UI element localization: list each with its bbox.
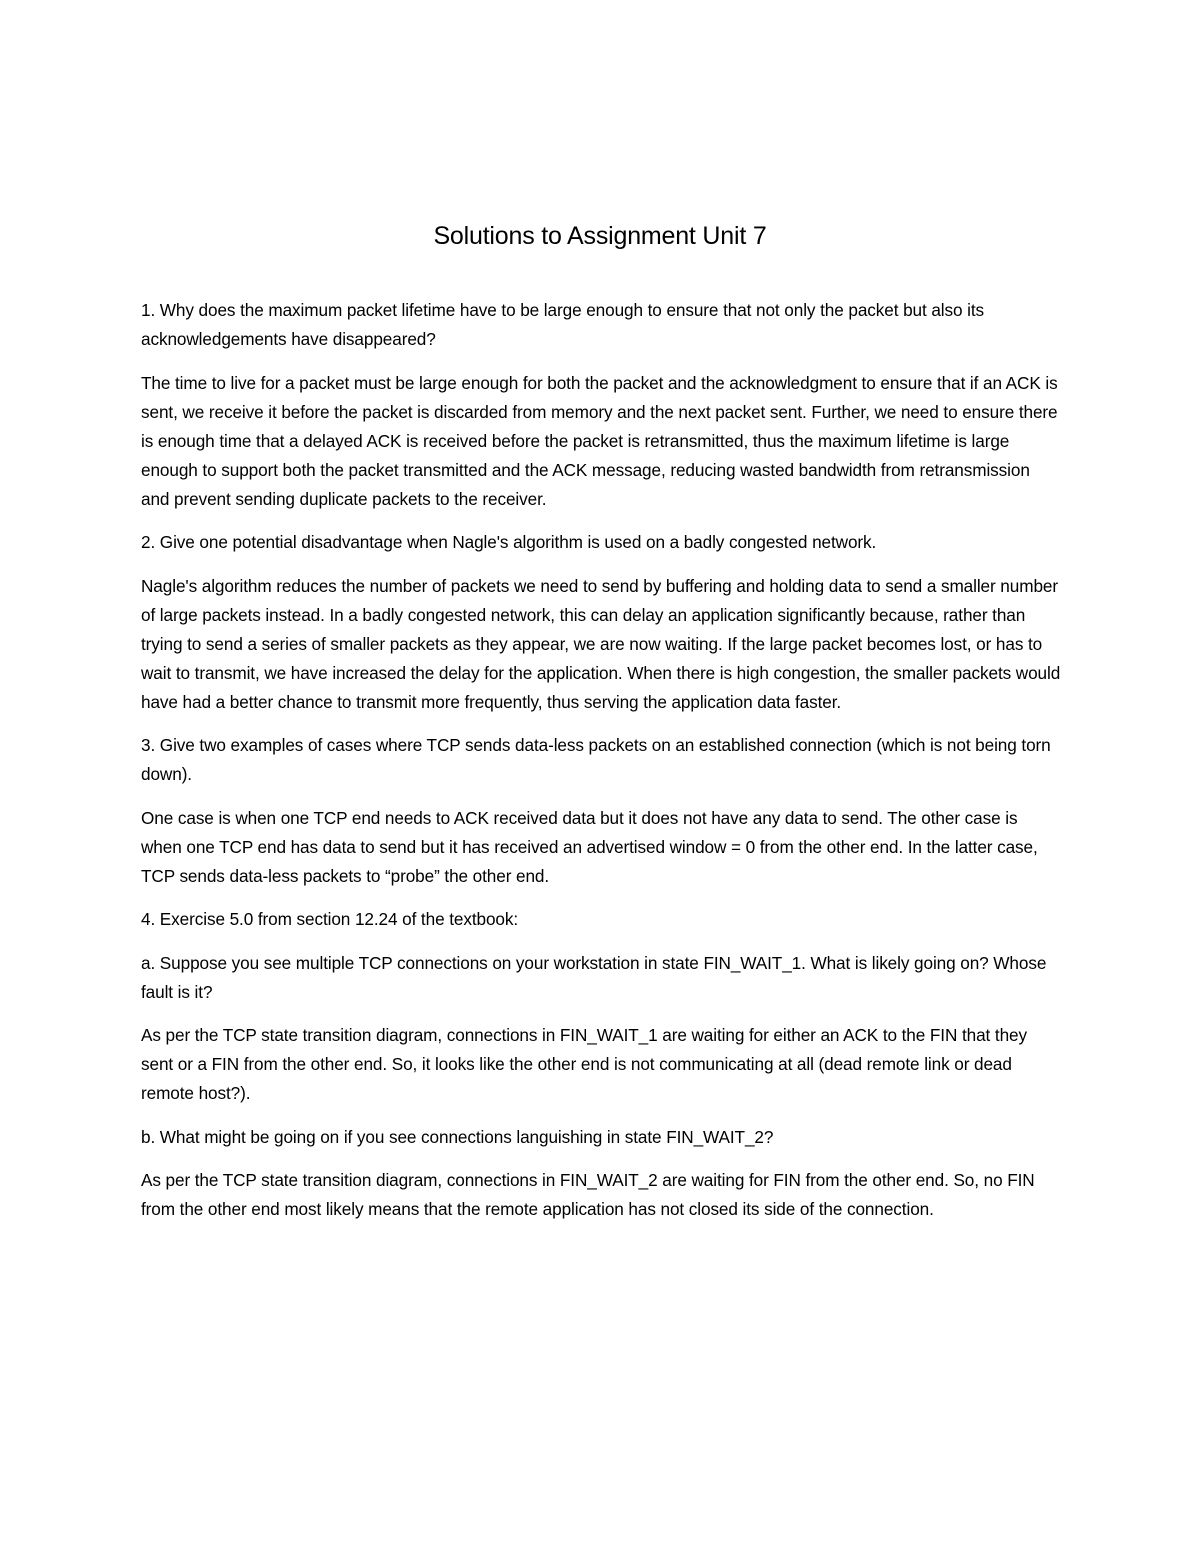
answer-4a: As per the TCP state transition diagram, connections in FIN_WAIT_1 are waiting for either an ACK to the FIN that they sent or a FIN from the other end. So, it looks like the other end is not communicating at all (dead remote link or dead remote host?). (141, 1025, 1027, 1103)
question-4a: a. Suppose you see multiple TCP connections on your workstation in state FIN_WAIT_1. What is likely going on? Whose fault is it? (141, 952, 1047, 1002)
question-4: 4. Exercise 5.0 from section 12.24 of the textbook: (141, 909, 519, 929)
document-body (141, 296, 1061, 1239)
answer-1: The time to live for a packet must be large enough for both the packet and the acknowledgment to ensure that if an ACK is sent, we receive it before the packet is discarded from memory and the next packet sent. Further, we need to ensure there is enough time that a delayed ACK is received before the packet is retransmitted, thus the maximum lifetime is large enough to support both the packet transmitted and the ACK message, reducing wasted bandwidth from retransmission and prevent sending duplicate packets to the receiver. (141, 372, 1058, 509)
document-title: Solutions to Assignment Unit 7 (433, 222, 767, 250)
answer-2: Nagle's algorithm reduces the number of packets we need to send by buffering and holding data to send a smaller number of large packets instead. In a badly congested network, this can delay an application significantly because, rather than trying to send a series of smaller packets as they appear, we are now waiting. If the large packet becomes lost, or has to wait to transmit, we have increased the delay for the application. When there is high congestion, the smaller packets would have had a better chance to transmit more frequently, thus serving the application data faster. (141, 575, 1061, 712)
question-2: 2. Give one potential disadvantage when Nagle's algorithm is used on a badly congested network. (141, 532, 877, 552)
question-1: 1. Why does the maximum packet lifetime have to be large enough to ensure that not only the packet but also its acknowledgements have disappeared? (141, 300, 985, 349)
question-4b: b. What might be going on if you see connections languishing in state FIN_WAIT_2? (141, 1126, 774, 1147)
answer-4b: As per the TCP state transition diagram, connections in FIN_WAIT_2 are waiting for FIN from the other end. So, no FIN from the other end most likely means that the remote application has not closed its side of the connection. (141, 1170, 1035, 1219)
answer-3: One case is when one TCP end needs to ACK received data but it does not have any data to send. The other case is when one TCP end has data to send but it has received an advertised window = 0 from the other end. In the latter case, TCP sends data-less packets to “probe” the other end. (141, 807, 1038, 886)
question-3: 3. Give two examples of cases where TCP sends data-less packets on an established connection (which is not being torn down). (141, 735, 1051, 784)
